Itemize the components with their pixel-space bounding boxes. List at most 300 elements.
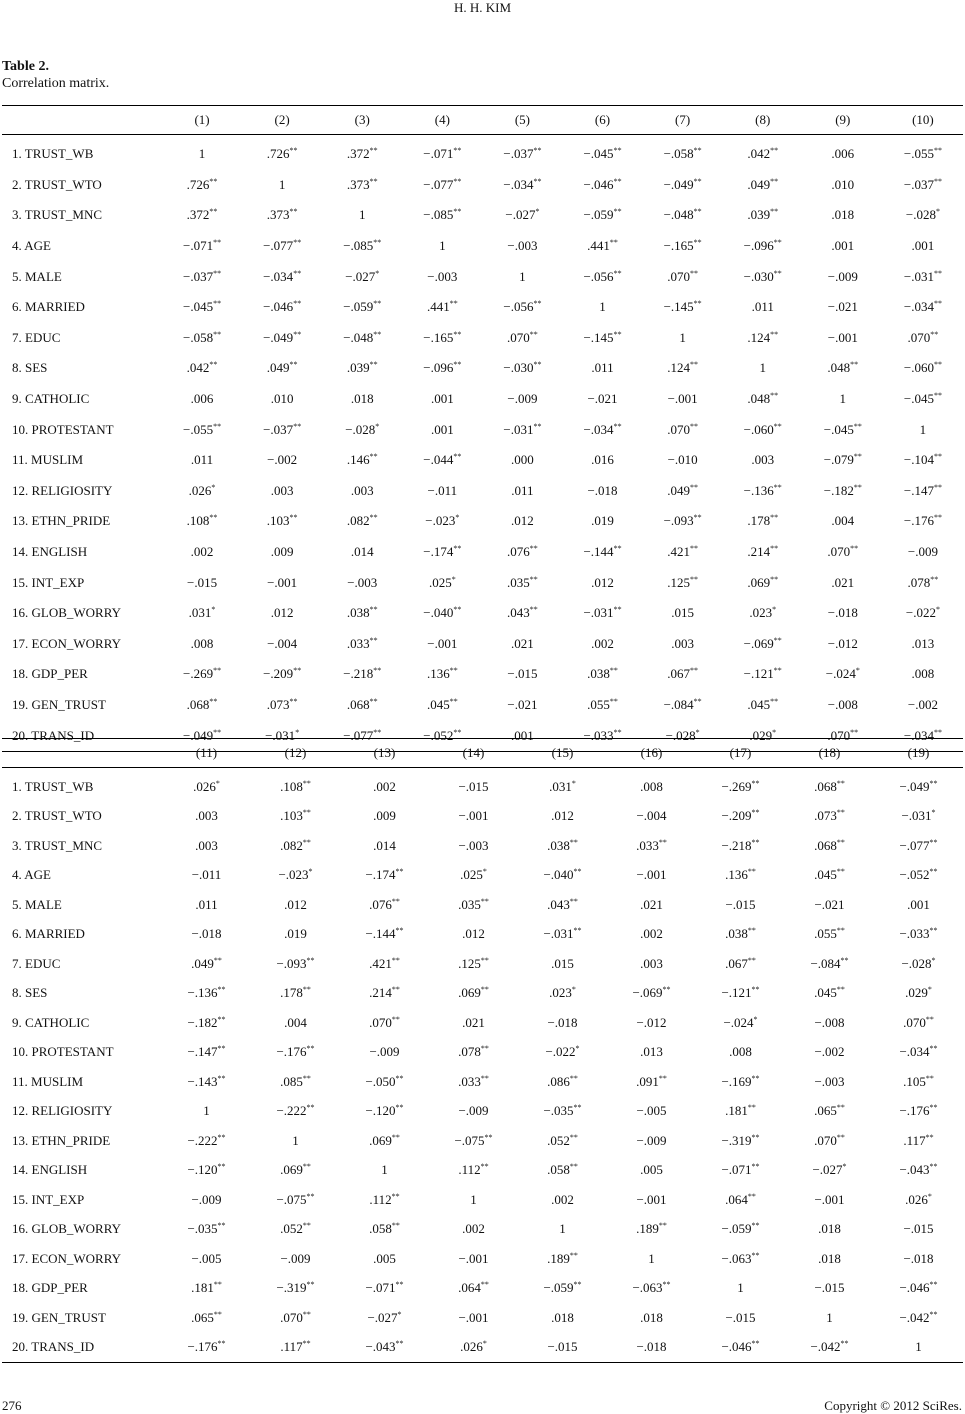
table-row <box>2 1156 963 1186</box>
correlation-cell: .010 <box>831 176 855 192</box>
correlation-cell: .031* <box>549 778 576 794</box>
table-row <box>2 414 963 445</box>
significance-marker: ** <box>453 207 462 217</box>
correlation-cell: −.048** <box>343 329 382 345</box>
row-label: 17. ECON_WORRY <box>12 635 122 651</box>
significance-marker: ** <box>573 1103 582 1113</box>
correlation-cell: .048** <box>827 360 859 376</box>
correlation-cell: .011 <box>591 360 614 376</box>
correlation-cell: .001 <box>907 896 930 912</box>
significance-marker: ** <box>747 955 756 965</box>
significance-marker: ** <box>658 1073 667 1083</box>
significance-marker: ** <box>391 955 400 965</box>
correlation-table-part-1 <box>2 105 963 752</box>
significance-marker: ** <box>573 1280 582 1290</box>
correlation-cell: −.023* <box>425 513 460 529</box>
correlation-cell: −.120** <box>187 1162 226 1178</box>
correlation-cell: .039** <box>747 207 779 223</box>
table-row <box>2 1303 963 1333</box>
correlation-cell: −.021 <box>827 299 858 315</box>
row-label: 17. ECON_WORRY <box>12 1250 122 1266</box>
correlation-cell: −.056** <box>503 299 542 315</box>
significance-marker: ** <box>529 544 538 554</box>
significance-marker: ** <box>751 985 760 995</box>
table-row <box>2 261 963 292</box>
correlation-cell: −.003 <box>507 238 538 254</box>
row-label: 13. ETHN_PRIDE <box>12 1132 111 1148</box>
correlation-cell: −.050** <box>365 1073 404 1089</box>
correlation-cell: −.209** <box>721 808 760 824</box>
column-header: (13) <box>373 745 396 760</box>
correlation-cell: −.015 <box>187 574 218 590</box>
correlation-cell: −.021 <box>507 696 538 712</box>
correlation-cell: −.031** <box>583 605 622 621</box>
correlation-cell: −.059** <box>343 299 382 315</box>
table-row <box>2 1215 963 1245</box>
significance-marker: ** <box>533 146 542 156</box>
correlation-cell: −.077** <box>263 238 302 254</box>
significance-marker: ** <box>209 513 218 523</box>
correlation-cell: −.222** <box>276 1103 315 1119</box>
correlation-cell: −.042** <box>899 1309 938 1325</box>
correlation-cell: .117** <box>280 1339 311 1355</box>
correlation-cell: .070** <box>667 421 698 437</box>
correlation-cell: −.018 <box>827 605 858 621</box>
significance-marker: ** <box>213 955 222 965</box>
table-row <box>2 1067 963 1097</box>
column-header: (8) <box>755 112 771 127</box>
correlation-cell: −.046** <box>721 1339 760 1355</box>
correlation-cell: −.009 <box>191 1191 222 1207</box>
correlation-cell: −.120** <box>365 1103 404 1119</box>
correlation-cell: .103** <box>266 513 298 529</box>
correlation-cell: −.015 <box>458 778 489 794</box>
column-header: (15) <box>551 745 574 760</box>
significance-marker: ** <box>306 1191 315 1201</box>
significance-marker: * <box>575 1044 580 1054</box>
correlation-cell: −.056** <box>583 268 622 284</box>
column-header-row <box>2 106 963 135</box>
correlation-cell: .023* <box>549 985 576 1001</box>
correlation-cell: .003 <box>270 482 294 498</box>
correlation-cell: −.003 <box>458 837 489 853</box>
significance-marker: ** <box>480 1280 489 1290</box>
table-row <box>2 861 963 891</box>
correlation-cell: .076** <box>369 896 400 912</box>
significance-marker: ** <box>693 696 702 706</box>
significance-marker: ** <box>770 207 779 217</box>
significance-marker: ** <box>840 1339 849 1349</box>
correlation-cell: .002 <box>190 544 214 560</box>
significance-marker: ** <box>569 1132 578 1142</box>
correlation-cell: .009 <box>270 544 294 560</box>
row-label: 7. EDUC <box>12 329 61 345</box>
correlation-cell: −.093** <box>276 955 315 971</box>
correlation-cell: −.218** <box>343 666 382 682</box>
significance-marker: ** <box>569 837 578 847</box>
significance-marker: ** <box>689 421 698 431</box>
correlation-cell: .178** <box>280 985 311 1001</box>
table-row <box>2 384 963 415</box>
correlation-cell: −.046** <box>899 1280 938 1296</box>
correlation-cell: .001 <box>511 727 534 743</box>
correlation-cell: .068** <box>814 837 845 853</box>
correlation-cell: .006 <box>190 391 214 407</box>
correlation-cell: −.031* <box>265 727 300 743</box>
significance-marker: * <box>695 727 700 737</box>
correlation-cell: −.018 <box>636 1339 667 1355</box>
correlation-cell: −.182** <box>823 482 862 498</box>
correlation-cell: 1 <box>839 391 847 407</box>
significance-marker: * <box>753 1014 758 1024</box>
significance-marker: ** <box>369 605 378 615</box>
significance-marker: ** <box>609 666 618 676</box>
correlation-cell: −.003 <box>427 268 458 284</box>
correlation-cell: −.182** <box>187 1014 226 1030</box>
table-row <box>2 1185 963 1215</box>
significance-marker: ** <box>369 360 378 370</box>
correlation-cell: 1 <box>559 1221 566 1237</box>
significance-marker: ** <box>693 146 702 156</box>
significance-marker: ** <box>302 837 311 847</box>
correlation-cell: −.048** <box>663 207 702 223</box>
correlation-cell: .003 <box>751 452 775 468</box>
significance-marker: ** <box>853 421 862 431</box>
correlation-cell: −.001 <box>636 867 667 883</box>
correlation-cell: −.040** <box>423 605 462 621</box>
correlation-cell: .058** <box>369 1221 400 1237</box>
significance-marker: ** <box>391 1221 400 1231</box>
significance-marker: * <box>927 985 932 995</box>
table-row <box>2 200 963 231</box>
correlation-cell: .021 <box>511 635 534 651</box>
row-label: 19. GEN_TRUST <box>12 696 106 712</box>
significance-marker: ** <box>391 896 400 906</box>
significance-marker: ** <box>929 778 938 788</box>
correlation-cell: .181** <box>191 1280 222 1296</box>
correlation-cell: .372** <box>346 146 378 162</box>
correlation-cell: .029* <box>749 727 777 743</box>
correlation-cell: .003 <box>195 808 218 824</box>
correlation-cell: −.176** <box>899 1103 938 1119</box>
significance-marker: ** <box>395 1073 404 1083</box>
correlation-cell: .011 <box>511 482 534 498</box>
table-row <box>2 476 963 507</box>
significance-marker: ** <box>306 1280 315 1290</box>
table-row <box>2 802 963 832</box>
row-label: 19. GEN_TRUST <box>12 1309 106 1325</box>
significance-marker: ** <box>751 778 760 788</box>
correlation-cell: .124** <box>667 360 698 376</box>
significance-marker: ** <box>573 867 582 877</box>
row-label: 3. TRUST_MNC <box>12 207 103 223</box>
significance-marker: ** <box>747 867 756 877</box>
correlation-cell: −.034** <box>263 268 302 284</box>
significance-marker: ** <box>213 1280 222 1290</box>
significance-marker: ** <box>533 360 542 370</box>
correlation-cell: .042** <box>186 360 218 376</box>
correlation-cell: .068** <box>186 696 218 712</box>
significance-marker: ** <box>770 391 779 401</box>
correlation-cell: .103** <box>280 808 311 824</box>
table-row <box>2 890 963 920</box>
significance-marker: ** <box>395 1339 404 1349</box>
correlation-cell: .018 <box>350 391 374 407</box>
significance-marker: ** <box>449 299 458 309</box>
row-label: 11. MUSLIM <box>12 452 84 468</box>
correlation-cell: −.075** <box>454 1132 493 1148</box>
significance-marker: ** <box>573 926 582 936</box>
correlation-cell: .065** <box>814 1103 845 1119</box>
table-row <box>2 353 963 384</box>
correlation-cell: −.033** <box>583 727 622 743</box>
correlation-cell: .125** <box>458 955 489 971</box>
correlation-cell: −.045** <box>183 299 222 315</box>
correlation-cell: −.018 <box>903 1250 934 1266</box>
significance-marker: * <box>571 985 576 995</box>
correlation-cell: .421** <box>369 955 400 971</box>
correlation-cell: .014 <box>373 837 396 853</box>
correlation-cell: .001 <box>911 238 935 254</box>
table-row <box>2 831 963 861</box>
significance-marker: ** <box>770 696 779 706</box>
correlation-cell: −.009 <box>907 544 938 560</box>
correlation-cell: .068** <box>814 778 845 794</box>
row-label: 8. SES <box>12 360 48 376</box>
correlation-cell: −.121** <box>721 985 760 1001</box>
significance-marker: ** <box>929 1309 938 1319</box>
correlation-cell: .112** <box>458 1162 489 1178</box>
significance-marker: ** <box>302 1309 311 1319</box>
significance-marker: ** <box>302 778 311 788</box>
significance-marker: ** <box>853 452 862 462</box>
table-row <box>2 323 963 354</box>
significance-marker: * <box>571 778 576 788</box>
table-row <box>2 598 963 629</box>
correlation-cell: .021 <box>831 574 855 590</box>
correlation-cell: −.003 <box>347 574 378 590</box>
correlation-cell: −.031** <box>903 268 942 284</box>
correlation-cell: −.049** <box>663 176 702 192</box>
table-row <box>2 659 963 690</box>
significance-marker: * <box>375 268 380 278</box>
significance-marker: ** <box>850 544 859 554</box>
significance-marker: ** <box>773 666 782 676</box>
correlation-cell: −.009 <box>507 391 538 407</box>
correlation-cell: .003 <box>640 955 663 971</box>
column-header-row <box>2 739 963 768</box>
correlation-cell: .015 <box>671 605 694 621</box>
correlation-cell: −.147** <box>903 482 942 498</box>
correlation-cell: 1 <box>278 176 286 192</box>
significance-marker: ** <box>302 1339 311 1349</box>
correlation-cell: −.055** <box>903 146 942 162</box>
significance-marker: ** <box>689 544 698 554</box>
significance-marker: ** <box>773 421 782 431</box>
significance-marker: ** <box>853 482 862 492</box>
correlation-cell: .124** <box>747 329 779 345</box>
correlation-cell: .067** <box>667 666 698 682</box>
correlation-cell: −.009 <box>636 1132 667 1148</box>
correlation-cell: −.027* <box>345 268 380 284</box>
significance-marker: ** <box>480 955 489 965</box>
correlation-cell: .011 <box>751 299 774 315</box>
correlation-cell: .012 <box>551 808 574 824</box>
significance-marker: * <box>935 605 940 615</box>
significance-marker: ** <box>930 329 939 339</box>
significance-marker: * <box>308 867 313 877</box>
significance-marker: ** <box>302 808 311 818</box>
correlation-cell: .189** <box>636 1221 667 1237</box>
significance-marker: ** <box>289 513 298 523</box>
correlation-cell: .726** <box>266 146 298 162</box>
correlation-cell: −.055** <box>183 421 222 437</box>
correlation-cell: −.045** <box>903 391 942 407</box>
table-row <box>2 1333 963 1363</box>
significance-marker: ** <box>933 360 942 370</box>
correlation-cell: −.176** <box>903 513 942 529</box>
correlation-cell: .008 <box>190 635 214 651</box>
significance-marker: ** <box>770 513 779 523</box>
correlation-cell: .004 <box>831 513 855 529</box>
correlation-cell: .003 <box>671 635 694 651</box>
correlation-cell: .189** <box>547 1250 578 1266</box>
correlation-cell: −.002 <box>907 696 938 712</box>
correlation-cell: −.009 <box>280 1250 311 1266</box>
correlation-cell: .008 <box>729 1044 752 1060</box>
significance-marker: ** <box>751 1073 760 1083</box>
correlation-cell: −.075** <box>276 1191 315 1207</box>
correlation-cell: .069** <box>369 1132 400 1148</box>
correlation-cell: .064** <box>458 1280 489 1296</box>
column-header: (19) <box>907 745 930 760</box>
correlation-cell: −.015 <box>725 896 756 912</box>
correlation-cell: −.027* <box>367 1309 402 1325</box>
significance-marker: * <box>215 778 220 788</box>
correlation-cell: −.058** <box>663 146 702 162</box>
significance-marker: ** <box>293 299 302 309</box>
column-header: (12) <box>284 745 307 760</box>
correlation-cell: −.027* <box>812 1162 847 1178</box>
row-label: 15. INT_EXP <box>12 1191 85 1207</box>
correlation-cell: .038** <box>346 605 378 621</box>
correlation-cell: .012 <box>511 513 534 529</box>
significance-marker: ** <box>770 574 779 584</box>
significance-marker: ** <box>217 1221 226 1231</box>
significance-marker: ** <box>480 896 489 906</box>
significance-marker: ** <box>929 1280 938 1290</box>
correlation-cell: −.096** <box>743 238 782 254</box>
row-label: 8. SES <box>12 985 48 1001</box>
correlation-cell: .073** <box>266 696 298 712</box>
correlation-cell: −.033** <box>899 926 938 942</box>
correlation-cell: .045** <box>814 867 845 883</box>
correlation-cell: .091** <box>636 1073 667 1089</box>
correlation-cell: −.005 <box>636 1103 667 1119</box>
significance-marker: ** <box>770 329 779 339</box>
correlation-cell: −.012 <box>636 1014 667 1030</box>
correlation-cell: .085** <box>280 1073 311 1089</box>
significance-marker: ** <box>662 1280 671 1290</box>
column-header: (11) <box>195 745 218 760</box>
correlation-cell: .058** <box>547 1162 578 1178</box>
significance-marker: ** <box>569 1162 578 1172</box>
correlation-cell: .018 <box>640 1309 663 1325</box>
correlation-cell: .019 <box>591 513 614 529</box>
significance-marker: ** <box>693 176 702 186</box>
significance-marker: ** <box>391 985 400 995</box>
significance-marker: ** <box>770 176 779 186</box>
correlation-cell: .070** <box>827 544 859 560</box>
significance-marker: ** <box>302 1162 311 1172</box>
correlation-cell: .178** <box>747 513 779 529</box>
correlation-cell: −.011 <box>427 482 458 498</box>
significance-marker: ** <box>933 176 942 186</box>
correlation-cell: −.034** <box>583 421 622 437</box>
significance-marker: ** <box>751 1339 760 1349</box>
significance-marker: ** <box>836 778 845 788</box>
row-label: 10. PROTESTANT <box>12 421 114 437</box>
correlation-cell: .033** <box>346 635 378 651</box>
correlation-cell: .021 <box>462 1014 485 1030</box>
row-label: 16. GLOB_WORRY <box>12 605 122 621</box>
correlation-cell: .049** <box>747 176 779 192</box>
significance-marker: ** <box>836 867 845 877</box>
correlation-cell: −.085** <box>423 207 462 223</box>
significance-marker: ** <box>213 666 222 676</box>
correlation-cell: 1 <box>198 146 206 162</box>
row-label: 1. TRUST_WB <box>12 146 94 162</box>
correlation-cell: −.209** <box>263 666 302 682</box>
correlation-cell: .033** <box>458 1073 489 1089</box>
significance-marker: * <box>931 955 936 965</box>
column-header: (5) <box>514 112 530 127</box>
significance-marker: ** <box>840 955 849 965</box>
correlation-cell: −.104** <box>903 452 942 468</box>
correlation-cell: .014 <box>350 544 374 560</box>
correlation-cell: 1 <box>439 238 446 254</box>
copyright-notice: Copyright © 2012 SciRes. <box>824 1398 962 1413</box>
column-header: (2) <box>274 112 290 127</box>
significance-marker: ** <box>453 727 462 737</box>
significance-marker: ** <box>693 513 702 523</box>
correlation-cell: −.034** <box>903 299 942 315</box>
significance-marker: ** <box>293 329 302 339</box>
correlation-cell: .025* <box>428 574 456 590</box>
significance-marker: ** <box>373 238 382 248</box>
correlation-cell: −.144** <box>365 926 404 942</box>
correlation-cell: −.222** <box>187 1132 226 1148</box>
significance-marker: ** <box>289 360 298 370</box>
correlation-cell: −.027* <box>505 207 540 223</box>
table-title: Correlation matrix. <box>2 76 110 91</box>
correlation-cell: −.004 <box>636 808 667 824</box>
significance-marker: ** <box>933 391 942 401</box>
significance-marker: ** <box>925 1073 934 1083</box>
blank-header-cell <box>2 739 162 768</box>
correlation-cell: −.010 <box>667 452 698 468</box>
correlation-table-part-2 <box>2 738 963 1363</box>
correlation-cell: .070** <box>903 1014 934 1030</box>
correlation-cell: .026* <box>188 482 216 498</box>
significance-marker: ** <box>529 574 538 584</box>
row-label: 5. MALE <box>12 896 62 912</box>
correlation-cell: .039** <box>346 360 378 376</box>
significance-marker: ** <box>613 421 622 431</box>
significance-marker: ** <box>770 146 779 156</box>
significance-marker: ** <box>453 146 462 156</box>
significance-marker: ** <box>613 605 622 615</box>
